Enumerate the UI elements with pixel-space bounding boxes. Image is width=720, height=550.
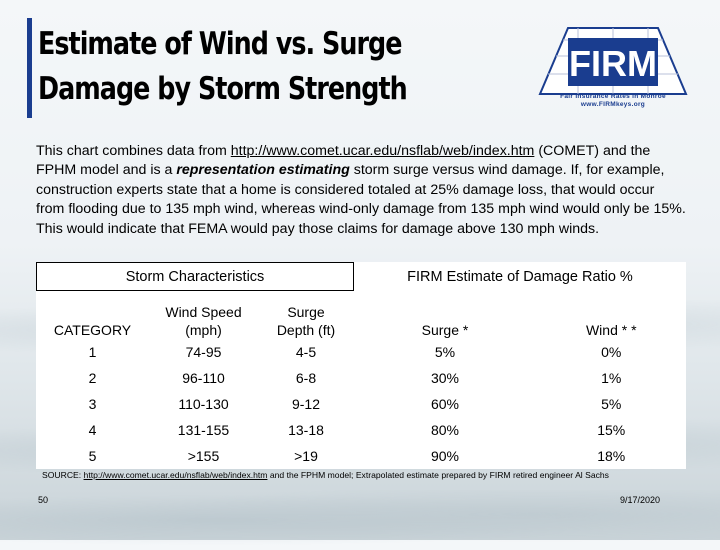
intro-paragraph: This chart combines data from http://www.comet.ucar.edu/nsflab/web/index.htm (COMET) and the FPHM model and is a representation estimating storm surge versus wind damage. If, for example, construction experts state that a home is considered totaled at 25% damage loss, that would occur from flooding due to 135 mph wind, whereas wind-only damage from 135 mph wind would only be 15%. This would indicate that FEMA would pay those claims for damage above 130 mph winds. <box>36 143 686 237</box>
comet-link[interactable]: http://www.comet.ucar.edu/nsflab/web/index.htm <box>230 143 535 159</box>
cell-wind: 0% <box>601 344 622 360</box>
cell-surge-depth: >19 <box>294 448 318 464</box>
cell-wind: 15% <box>597 422 626 438</box>
cell-category: 1 <box>88 344 97 360</box>
cell-surge-depth: 4-5 <box>295 344 317 360</box>
slide-date: 9/17/2020 <box>620 495 661 505</box>
page-title-line2: Damage by Storm Strength <box>38 71 407 107</box>
col-header-wind: Wind * * <box>585 322 637 338</box>
cell-category: 2 <box>88 370 97 386</box>
table-row <box>37 391 687 417</box>
cell-surge: 30% <box>430 370 460 386</box>
cell-category: 3 <box>88 396 97 412</box>
table-row <box>37 339 687 365</box>
cell-surge-depth: 13-18 <box>288 422 324 438</box>
cell-wind-speed: >155 <box>187 448 220 464</box>
cell-wind: 1% <box>601 370 622 386</box>
col-header-category: CATEGORY <box>37 291 149 340</box>
cell-surge: 90% <box>430 448 460 464</box>
cell-wind: 5% <box>601 396 622 412</box>
table-row <box>37 443 687 469</box>
cell-wind-speed: 131-155 <box>177 422 230 438</box>
intro-emphasis: representation estimating <box>176 162 350 179</box>
table-row <box>37 417 687 443</box>
logo-text: FIRM <box>569 43 657 84</box>
col-header-surge: Surge * <box>421 322 469 338</box>
cell-surge-depth: 9-12 <box>291 396 321 412</box>
source-footnote: SOURCE: http://www.comet.ucar.edu/nsflab/web/index.htm and the FPHM model; Extrapolated estimate prepared by FIRM retired engineer Al Sachs <box>42 470 609 480</box>
cell-surge: 60% <box>430 396 460 412</box>
group-header-firm: FIRM Estimate of Damage Ratio % <box>407 268 633 285</box>
cell-wind: 18% <box>597 448 626 464</box>
page-title <box>38 22 407 112</box>
logo-caption: Fair Insurance Rates in Monroe www.FIRMkeys.org <box>560 93 666 108</box>
table-row <box>37 365 687 391</box>
damage-ratio-table <box>36 262 686 469</box>
cell-wind-speed: 74-95 <box>185 344 222 360</box>
cell-surge-depth: 6-8 <box>295 370 317 386</box>
cell-category: 4 <box>88 422 97 438</box>
col-header-surge-depth: Surge Depth (ft) <box>259 291 354 340</box>
page-number: 50 <box>38 495 49 505</box>
cell-surge: 5% <box>434 344 456 360</box>
group-header-storm: Storm Characteristics <box>37 263 354 291</box>
title-accent-bar <box>27 18 32 118</box>
cell-wind-speed: 110-130 <box>178 396 229 412</box>
page-title-line1: Estimate of Wind vs. Surge <box>38 26 402 62</box>
cell-surge: 80% <box>430 422 460 438</box>
cell-wind-speed: 96-110 <box>182 370 225 386</box>
cell-category: 5 <box>88 448 97 464</box>
col-header-wind-speed: Wind Speed (mph) <box>149 291 259 340</box>
source-link[interactable]: http://www.comet.ucar.edu/nsflab/web/index.htm <box>83 470 268 480</box>
